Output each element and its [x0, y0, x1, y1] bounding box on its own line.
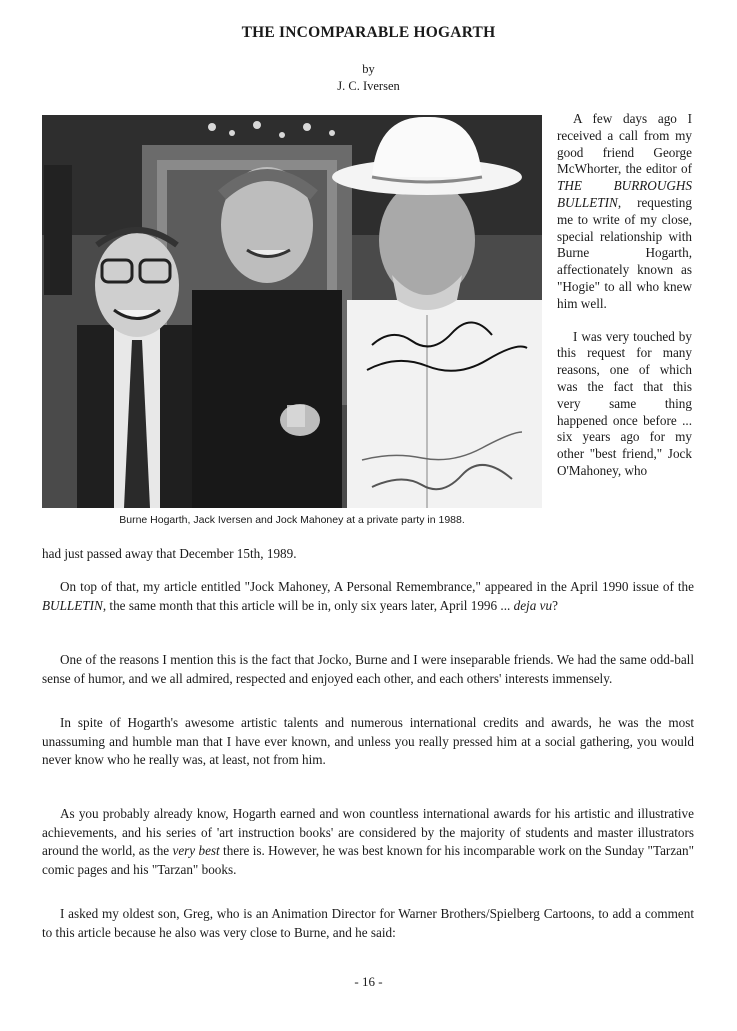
- party-photo: [42, 115, 542, 508]
- body-paragraph-4: As you probably already know, Hogarth earned and won countless international awards for his artistic and illustrative achievements, and his series of 'art instruction books' are considered by the majority of students and master illustrators around the world, as the very best there is. However, he was best known for his incomparable work on the Sunday "Tarzan" comic pages and his "Tarzan" books.: [42, 806, 695, 877]
- page-number: - 16 -: [354, 974, 383, 989]
- side-paragraph-1: A few days ago I received a call from my good friend George McWhorter, the editor of THE BURROUGHS BULLETIN, requesting me to write of my close, special relationship with Burne Hogarth, affectionately known as "Hogie" to all who knew him well.: [557, 111, 692, 311]
- author-name: J. C. Iversen: [337, 79, 400, 93]
- photo-illustration: [42, 115, 542, 508]
- side-paragraph-2: I was very touched by this request for many reasons, one of which was the fact that this very same thing happened once before ... six years ago for my other "best friend," Jock O'Mahoney, who: [557, 328, 692, 478]
- side-column: [557, 111, 692, 480]
- body-paragraph-2: One of the reasons I mention this is the fact that Jocko, Burne and I were inseparable friends. We had the same odd-ball sense of humor, and we all admired, respected and enjoyed each other, and each others' interests immensely.: [42, 652, 694, 686]
- body-paragraph-1: On top of that, my article entitled "Jock Mahoney, A Personal Remembrance," appeared in the April 1990 issue of the BULLETIN, the same month that this article will be in, only six years later, April 1996 ... deja vu?: [42, 579, 694, 613]
- body-continuation: had just passed away that December 15th, 1989.: [42, 546, 297, 561]
- body-paragraph-3: In spite of Hogarth's awesome artistic talents and numerous international credits and awards, he was the most unassuming and humble man that I have ever known, and unless you really pressed him at a social gathering, you would never know who he really was, at least, not from him.: [42, 715, 694, 767]
- body-paragraph-5: I asked my oldest son, Greg, who is an Animation Director for Warner Brothers/Spielberg Cartoons, to add a comment to this article because he also was very close to Burne, and he said:: [42, 906, 694, 940]
- article-title: THE INCOMPARABLE HOGARTH: [241, 24, 496, 41]
- byline-by: by: [362, 62, 375, 76]
- photo-caption: Burne Hogarth, Jack Iversen and Jock Mahoney at a private party in 1988.: [119, 514, 465, 526]
